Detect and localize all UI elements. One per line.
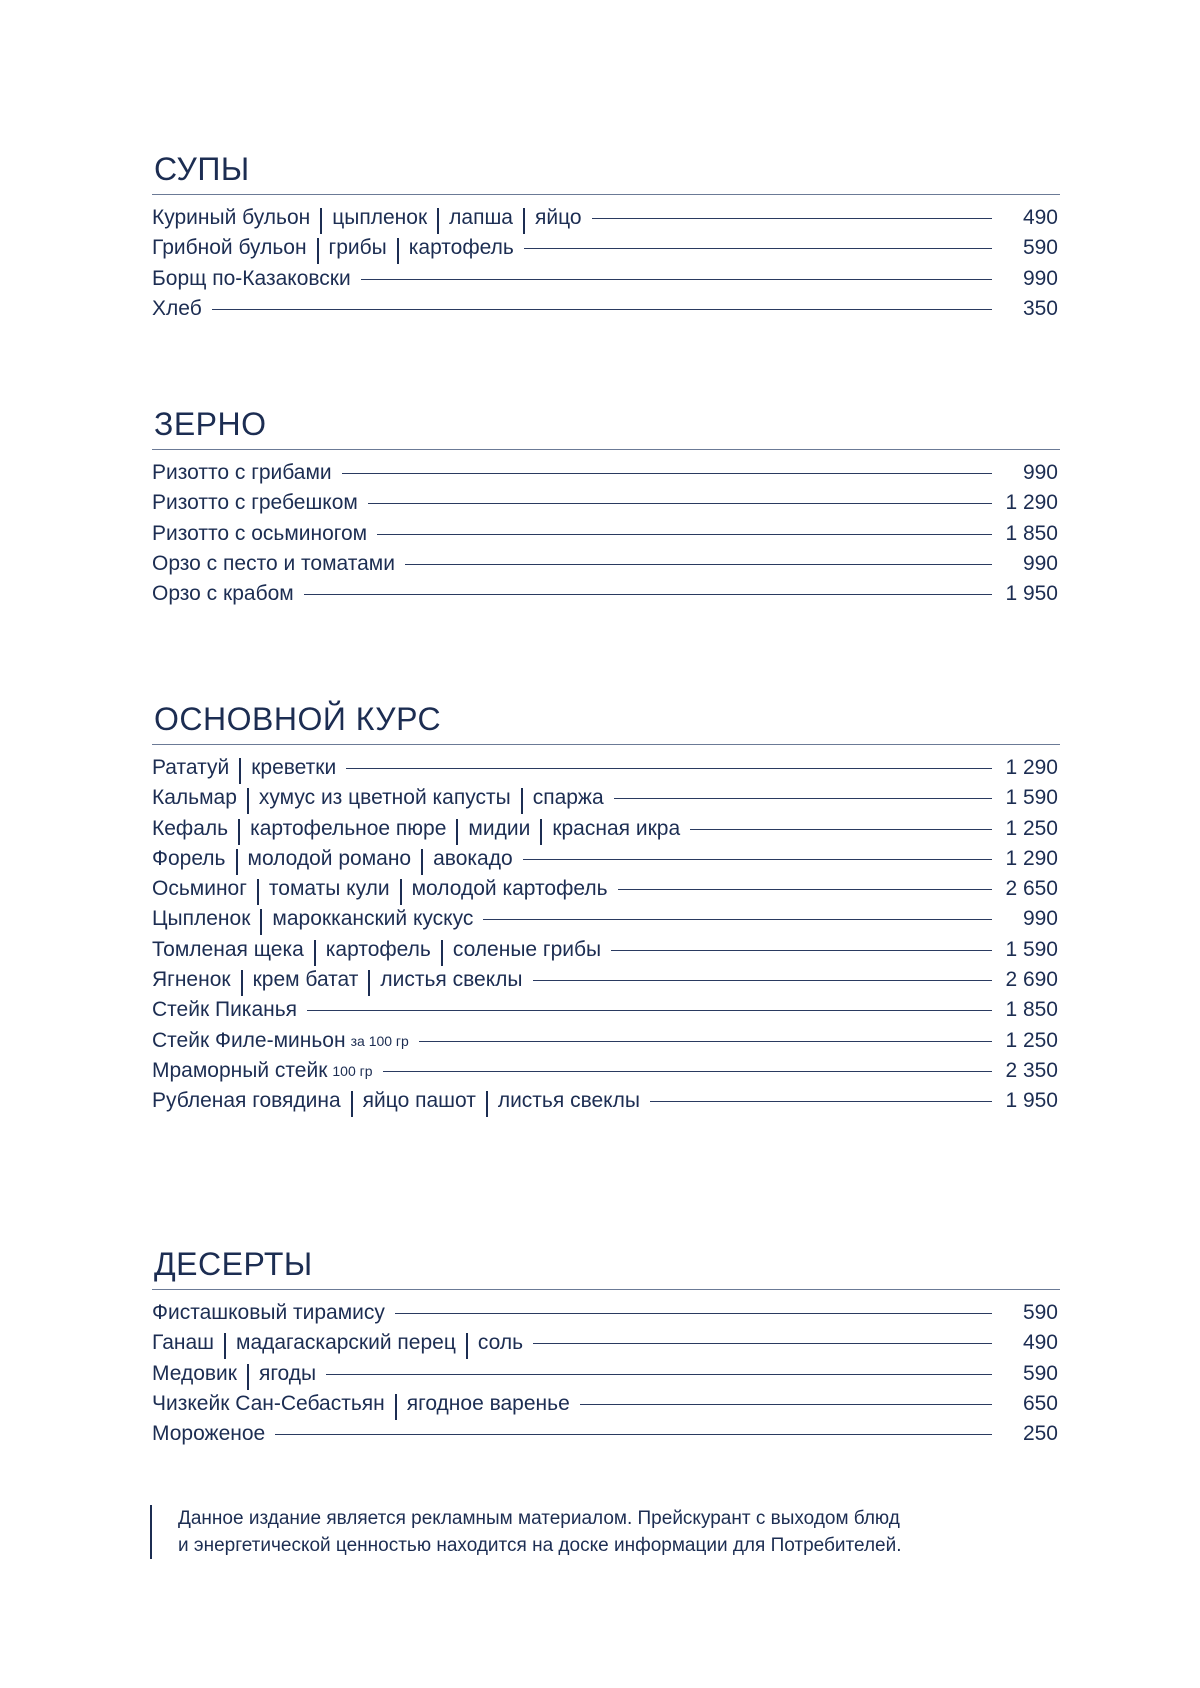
menu-item <box>152 1086 1060 1116</box>
dish-component: томаты кули <box>268 877 390 901</box>
menu-item <box>152 294 1060 324</box>
leader-line <box>533 980 992 981</box>
menu-item <box>152 814 1060 844</box>
separator-bar <box>421 849 423 875</box>
leader-line <box>368 503 992 504</box>
leader-line <box>377 534 992 535</box>
menu-item-list <box>152 1298 1060 1449</box>
dish-name: Мраморный стейк <box>152 1058 328 1082</box>
section-title: СУПЫ <box>152 150 1060 195</box>
dish-component: молодой картофель <box>411 877 608 901</box>
menu-section <box>152 1245 1060 1449</box>
menu-item-price: 1 850 <box>1005 521 1058 545</box>
dish-component: грибы <box>328 236 387 260</box>
menu-item-price: 1 590 <box>1005 786 1058 810</box>
menu-item <box>152 233 1060 263</box>
menu-item <box>152 753 1060 783</box>
dish-component: молодой романо <box>247 846 412 870</box>
menu-item <box>152 904 1060 934</box>
leader-line <box>342 473 992 474</box>
dish-name: Осьминог <box>152 877 247 901</box>
dish-name: Рататуй <box>152 756 230 779</box>
separator-bar <box>238 819 240 845</box>
separator-bar <box>236 849 238 875</box>
leader-line <box>580 1404 992 1405</box>
separator-bar <box>224 1333 226 1359</box>
menu-item-name <box>152 935 601 965</box>
dish-component: хумус из цветной капусты <box>258 786 511 810</box>
dish-name: Орзо с песто и томатами <box>152 551 395 575</box>
menu-item-price: 1 950 <box>1005 1089 1058 1113</box>
menu-item <box>152 935 1060 965</box>
menu-item <box>152 488 1060 518</box>
separator-bar <box>317 238 319 264</box>
menu-item <box>152 1298 1060 1328</box>
dish-component: картофельное пюре <box>250 816 447 840</box>
menu-item-list <box>152 203 1060 324</box>
leader-line <box>523 859 992 860</box>
section-title: ДЕСЕРТЫ <box>152 1245 1060 1290</box>
menu-item-name <box>152 579 294 609</box>
menu-item-price: 1 590 <box>1005 937 1058 961</box>
dish-component: яйцо <box>534 206 582 229</box>
menu-item <box>152 1056 1060 1086</box>
dish-name: Грибной бульон <box>152 236 307 260</box>
menu-item-name <box>152 874 608 904</box>
menu-item-name <box>152 904 473 934</box>
dish-component: листья свеклы <box>380 968 523 992</box>
leader-line <box>419 1041 992 1042</box>
dish-name: Фисташковый тирамису <box>152 1301 385 1324</box>
menu-item-name <box>152 1419 265 1449</box>
menu-item-price: 1 950 <box>1005 582 1058 606</box>
menu-item <box>152 1328 1060 1358</box>
dish-name: Кефаль <box>152 816 229 840</box>
menu-item-price: 2 350 <box>1005 1058 1058 1082</box>
separator-bar <box>395 1394 397 1420</box>
menu-item-name <box>152 995 297 1025</box>
menu-item-price: 350 <box>1022 296 1058 320</box>
leader-line <box>395 1313 992 1314</box>
menu-section <box>152 405 1060 609</box>
dish-component: цыпленок <box>332 206 428 229</box>
menu-item-price: 1 850 <box>1005 998 1058 1022</box>
menu-item-name <box>152 814 680 844</box>
menu-item <box>152 203 1060 233</box>
separator-bar <box>400 879 402 905</box>
dish-name: Ризотто с гребешком <box>152 491 358 515</box>
menu-item-name <box>152 1389 570 1419</box>
portion-note: за 100 гр <box>350 1032 409 1049</box>
menu-item-list <box>152 753 1060 1117</box>
separator-bar <box>247 788 249 814</box>
disclaimer-line-1: Данное издание является рекламным материалом. Прейскурант с выходом блюд <box>178 1508 900 1529</box>
disclaimer <box>150 1505 1078 1559</box>
dish-component: красная икра <box>552 816 681 840</box>
dish-component: мадагаскарский перец <box>236 1331 456 1355</box>
leader-line <box>611 950 992 951</box>
menu-item <box>152 1026 1060 1056</box>
dish-name: Ризотто с осьминогом <box>152 521 368 545</box>
separator-bar <box>257 879 259 905</box>
menu-item-price: 590 <box>1022 236 1058 260</box>
menu-item <box>152 965 1060 995</box>
dish-name: Томленая щека <box>152 937 304 961</box>
separator-bar <box>314 940 316 966</box>
menu-item-list <box>152 458 1060 609</box>
menu-item-name <box>152 783 604 813</box>
menu-item-price: 1 290 <box>1005 756 1058 779</box>
dish-name: Чизкейк Сан-Себастьян <box>152 1391 385 1415</box>
dish-name: Куриный бульон <box>152 206 311 229</box>
dish-component: крем батат <box>252 968 359 992</box>
separator-bar <box>239 758 241 784</box>
menu-item-price: 590 <box>1022 1301 1058 1324</box>
menu-item-name <box>152 264 351 294</box>
menu-item <box>152 549 1060 579</box>
menu-item-price: 250 <box>1022 1422 1058 1446</box>
menu-item-name <box>152 1298 385 1328</box>
menu-item-price: 990 <box>1022 461 1058 484</box>
dish-component: креветки <box>251 756 337 779</box>
dish-component: спаржа <box>532 786 604 810</box>
menu-item <box>152 844 1060 874</box>
separator-bar <box>523 208 525 234</box>
menu-item-price: 590 <box>1022 1361 1058 1385</box>
menu-item-name <box>152 203 582 233</box>
leader-line <box>383 1071 992 1072</box>
dish-component: картофель <box>325 937 431 961</box>
dish-name: Хлеб <box>152 296 202 320</box>
disclaimer-line-2: и энергетической ценностью находится на доске информации для Потребителей. <box>178 1535 902 1556</box>
menu-item-name <box>152 519 367 549</box>
menu-item-price: 1 250 <box>1005 1028 1058 1052</box>
menu-item <box>152 1389 1060 1419</box>
menu-item-price: 2 690 <box>1005 968 1058 992</box>
dish-component: соленые грибы <box>452 937 602 961</box>
dish-name: Рубленая говядина <box>152 1089 341 1113</box>
leader-line <box>618 889 992 890</box>
menu-item-price: 490 <box>1022 206 1058 229</box>
dish-name: Стейк Пиканья <box>152 998 298 1022</box>
dish-component: картофель <box>408 236 514 260</box>
dish-name: Ягненок <box>152 968 231 992</box>
menu-item-price: 1 290 <box>1005 491 1058 515</box>
separator-bar <box>521 788 523 814</box>
menu-item <box>152 519 1060 549</box>
dish-component: авокадо <box>433 846 513 870</box>
leader-line <box>304 594 992 595</box>
menu-item-price: 990 <box>1022 266 1058 290</box>
section-title: ЗЕРНО <box>152 405 1060 450</box>
menu-item-name <box>152 294 202 324</box>
menu-item-name <box>152 1086 640 1116</box>
separator-bar <box>368 970 370 996</box>
leader-line <box>483 919 992 920</box>
section-title: ОСНОВНОЙ КУРС <box>152 700 1060 745</box>
menu-item <box>152 1359 1060 1389</box>
menu-item-price: 990 <box>1022 551 1058 575</box>
dish-name: Борщ по-Казаковски <box>152 266 351 290</box>
separator-bar <box>397 238 399 264</box>
menu-item <box>152 264 1060 294</box>
menu-item-name <box>152 458 332 488</box>
leader-line <box>592 218 992 219</box>
menu-item-name <box>152 1026 409 1056</box>
leader-line <box>614 798 992 799</box>
dish-name: Цыпленок <box>152 907 251 931</box>
menu-item-name <box>152 844 513 874</box>
separator-bar <box>486 1091 488 1117</box>
separator-bar <box>320 208 322 234</box>
dish-component: лапша <box>449 206 513 229</box>
dish-component: листья свеклы <box>497 1089 640 1113</box>
leader-line <box>212 309 992 310</box>
separator-bar <box>351 1091 353 1117</box>
menu-item <box>152 874 1060 904</box>
menu-item-name <box>152 1328 523 1358</box>
leader-line <box>533 1343 992 1344</box>
leader-line <box>690 829 992 830</box>
separator-bar <box>540 819 542 845</box>
menu-section <box>152 700 1060 1117</box>
leader-line <box>275 1434 992 1435</box>
menu-item-name <box>152 1056 373 1086</box>
dish-name: Ризотто с грибами <box>152 461 332 484</box>
dish-component: мидии <box>468 816 531 840</box>
separator-bar <box>441 940 443 966</box>
leader-line <box>361 279 992 280</box>
separator-bar <box>437 208 439 234</box>
menu-item-price: 1 290 <box>1005 846 1058 870</box>
menu-item <box>152 579 1060 609</box>
menu-item-name <box>152 753 336 783</box>
menu-item <box>152 458 1060 488</box>
leader-line <box>524 248 992 249</box>
separator-bar <box>456 819 458 845</box>
dish-name: Кальмар <box>152 786 237 810</box>
menu-item-price: 2 650 <box>1005 877 1058 901</box>
menu-item-name <box>152 1359 316 1389</box>
leader-line <box>307 1010 992 1011</box>
dish-component: марокканский кускус <box>272 907 474 931</box>
menu-item-name <box>152 549 395 579</box>
menu-item-price: 990 <box>1022 907 1058 931</box>
menu-item-name <box>152 488 358 518</box>
menu-item-price: 650 <box>1022 1391 1058 1415</box>
menu-item <box>152 783 1060 813</box>
menu-section <box>152 150 1060 324</box>
leader-line <box>326 1374 992 1375</box>
separator-bar <box>247 1364 249 1390</box>
separator-bar <box>466 1333 468 1359</box>
menu-item-name <box>152 233 514 263</box>
separator-bar <box>241 970 243 996</box>
menu-item-price: 1 250 <box>1005 816 1058 840</box>
menu-item-name <box>152 965 523 995</box>
dish-name: Стейк Филе-миньон <box>152 1028 346 1052</box>
menu-item-price: 490 <box>1022 1331 1058 1355</box>
dish-name: Ганаш <box>152 1331 214 1355</box>
dish-name: Форель <box>152 846 226 870</box>
menu-item <box>152 995 1060 1025</box>
dish-component: ягоды <box>258 1361 317 1385</box>
dish-component: соль <box>477 1331 524 1355</box>
menu-item <box>152 1419 1060 1449</box>
dish-name: Мороженое <box>152 1422 266 1446</box>
leader-line <box>650 1101 992 1102</box>
dish-name: Орзо с крабом <box>152 582 294 606</box>
portion-note: 100 гр <box>332 1062 373 1079</box>
leader-line <box>405 564 992 565</box>
dish-name: Медовик <box>152 1361 237 1385</box>
dish-component: яйцо пашот <box>362 1089 476 1113</box>
dish-component: ягодное варенье <box>406 1391 570 1415</box>
separator-bar <box>260 909 262 935</box>
leader-line <box>346 768 992 769</box>
